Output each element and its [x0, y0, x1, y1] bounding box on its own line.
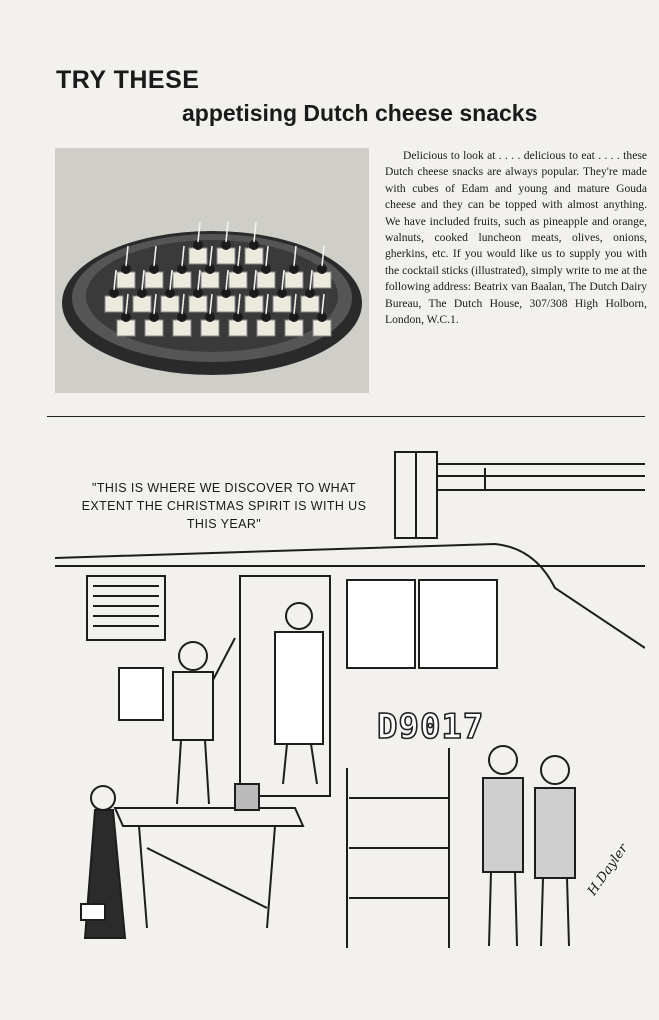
- cheese-cube: [105, 296, 123, 312]
- cheese-platter-illustration: [55, 148, 369, 393]
- cartoon-caption: "THIS IS WHERE WE DISCOVER TO WHAT EXTENT THE CHRISTMAS SPIRIT IS WITH US THIS YEAR": [81, 481, 367, 531]
- cheese-cube: [117, 320, 135, 336]
- cheese-cube: [217, 248, 235, 264]
- headline-line-1: TRY THESE: [56, 66, 200, 94]
- cheese-cube: [161, 296, 179, 312]
- cheese-cube: [117, 272, 135, 288]
- locomotive-number: D9017: [377, 707, 485, 747]
- cheese-cube: [201, 320, 219, 336]
- cheese-cube: [229, 320, 247, 336]
- cheese-cube: [245, 248, 263, 264]
- cheese-cube: [217, 296, 235, 312]
- cheese-cube: [301, 296, 319, 312]
- cheese-cube: [285, 272, 303, 288]
- article-body: Delicious to look at . . . . delicious to eat . . . . these Dutch cheese snacks are always popular. They're made with cubes of Edam and young and mature Gouda cheese and they can be topped with almost anything. We have included fruits, such as pineapple and orange, walnuts, cooked luncheon meats, olives, onions, gherkins, etc. If you would like us to supply you with the cocktail sticks (illustrated), simply write to me at the following address: Beatrix van Baalan, The Dutch Dairy Bureau, The Dutch House, 307/308 High Holborn, London, W.C.1.: [385, 149, 647, 327]
- cheese-cube: [229, 272, 247, 288]
- cheese-cube: [145, 272, 163, 288]
- cheese-cube: [285, 320, 303, 336]
- cheese-cube: [201, 272, 219, 288]
- cheese-cube: [257, 272, 275, 288]
- cheese-snacks-photo: [55, 148, 369, 393]
- cheese-cube: [245, 296, 263, 312]
- cheese-cube: [313, 272, 331, 288]
- cheese-cube: [189, 296, 207, 312]
- headline-line-2: appetising Dutch cheese snacks: [182, 100, 538, 126]
- cheese-cube: [133, 296, 151, 312]
- cheese-cube: [173, 320, 191, 336]
- cheese-cube: [189, 248, 207, 264]
- artist-signature: H.Dayler: [585, 841, 632, 899]
- cheese-cube: [273, 296, 291, 312]
- section-divider: [47, 416, 645, 417]
- cheese-cube: [173, 272, 191, 288]
- cheese-cube: [145, 320, 163, 336]
- cheese-cube: [313, 320, 331, 336]
- cheese-cube: [257, 320, 275, 336]
